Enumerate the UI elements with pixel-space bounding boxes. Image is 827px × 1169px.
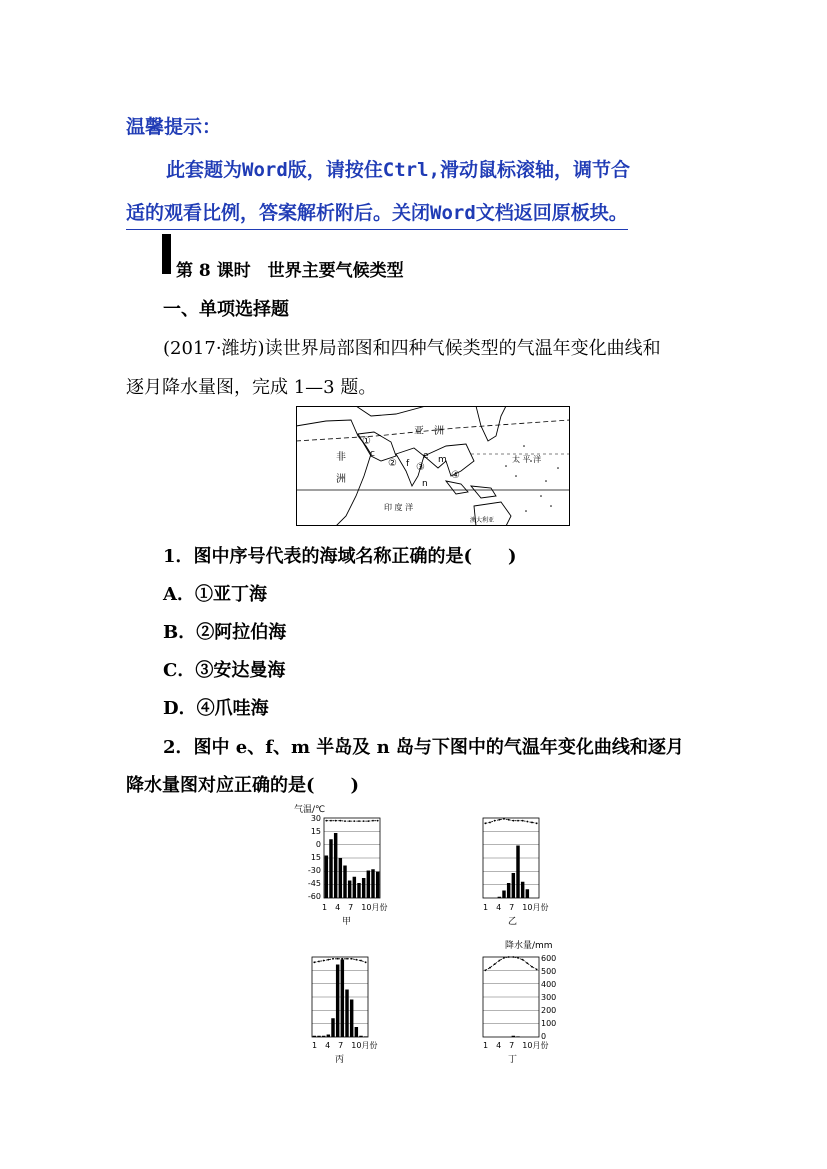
temp-curve [485,957,536,970]
intro-line-1: (2017·潍坊)读世界局部图和四种气候类型的气温年变化曲线和 [163,338,661,359]
precip-bar [516,846,519,899]
temp-tick: 15 [310,853,321,862]
chart-title-bing: 丙 [335,1055,345,1065]
precip-bar [362,878,365,898]
precip-bar [341,960,344,1038]
precip-tick: 0 [541,1032,547,1041]
map-label-pacific: 太 平 洋 [512,455,542,464]
x-ticks-bing: 1 4 7 10月份 [312,1041,378,1050]
temp-tick: 15 [310,827,321,836]
x-ticks-yi: 1 4 7 10月份 [483,903,549,912]
precip-bar [343,866,346,899]
map-label-indian: 印 度 洋 [384,503,414,512]
q1-option-c: C．③安达曼海 [163,660,286,681]
title-marker-bar [162,234,171,274]
chart-title-yi: 乙 [508,917,518,927]
precip-bar [512,873,515,898]
precip-bar [345,990,348,1038]
precip-bar [353,877,356,898]
precip-bar [336,965,339,1038]
precip-tick: 200 [541,1006,557,1015]
precip-bar [317,1036,320,1037]
x-ticks-ding: 1 4 7 10月份 [483,1041,549,1050]
lesson-title: 第 8 课时 世界主要气候类型 [176,261,404,281]
map-label-asia: 亚 洲 [414,426,444,437]
precip-bar [526,889,529,898]
temp-tick: 0 [315,840,321,849]
precip-axis-title: 降水量/mm [505,941,553,951]
map-label-c: c [370,449,375,459]
map-marker-1: ① [362,436,371,447]
map-label-e: e [423,451,429,461]
chart-title-ding: 丁 [508,1055,518,1065]
precip-bar [512,1036,515,1037]
map-label-f: f [406,459,410,469]
q1-stem: 1．图中序号代表的海域名称正确的是( ) [163,546,517,567]
map-marker-3: ③ [416,462,425,473]
temp-tick: -45 [307,879,321,888]
precip-bar [521,882,524,898]
q2-stem-line-1: 2．图中 e、f、m 半岛及 n 岛与下图中的气温年变化曲线和逐月 [163,737,684,758]
q1-option-a: A．①亚丁海 [163,584,267,605]
precip-bar [355,1027,358,1037]
map-marker-4: ④ [451,470,460,481]
precip-bar [313,1036,316,1037]
precip-bar [348,881,351,899]
map-label-africa-2: 洲 [336,474,346,485]
precip-bar [329,839,332,898]
tip-heading: 温馨提示： [126,116,222,138]
chart-title-jia: 甲 [342,917,352,927]
climate-charts [280,800,580,1070]
precip-bar [371,869,374,898]
temp-tick: -30 [307,866,321,875]
precip-bar [376,872,379,898]
precip-tick: 400 [541,980,557,989]
map-label-africa-1: 非 [336,452,346,463]
intro-line-2: 逐月降水量图，完成 1—3 题。 [126,377,377,398]
world-map-figure [296,406,570,526]
precip-bar [322,1036,325,1037]
precip-bar [327,1035,330,1038]
temp-curve [314,959,365,963]
map-label-n: n [422,479,428,489]
precip-tick: 300 [541,993,557,1002]
temp-axis-title: 气温/℃ [294,805,326,815]
precip-bar [325,856,328,899]
precip-bar [367,871,370,899]
precip-bar [331,1018,334,1037]
precip-bar [498,897,501,898]
temp-tick: 30 [310,814,321,823]
q1-option-d: D．④爪哇海 [163,698,269,719]
x-ticks-jia: 1 4 7 10月份 [322,903,388,912]
precip-bar [350,1000,353,1038]
map-label-australia: 澳大利亚 [470,517,495,524]
section-title: 一、单项选择题 [163,299,289,320]
precip-bar [516,1036,519,1037]
map-marker-2: ② [388,458,397,469]
precip-bar [507,883,510,898]
precip-bar [364,1036,367,1037]
q1-option-b: B．②阿拉伯海 [163,622,287,643]
precip-bar [502,891,505,899]
precip-tick: 500 [541,967,557,976]
temp-tick: -60 [307,892,321,901]
q2-stem-line-2: 降水量图对应正确的是( ) [126,775,360,796]
tip-line-1: 此套题为Word版，请按住Ctrl,滑动鼠标滚轴，调节合 [166,159,630,181]
precip-bar [334,833,337,898]
precip-tick: 600 [541,954,557,963]
map-label-m: m [438,455,447,465]
tip-line-2: 适的观看比例，答案解析附后。关闭Word文档返回原板块。 [126,198,628,230]
precip-tick: 100 [541,1019,557,1028]
precip-bar [359,1036,362,1037]
precip-bar [339,858,342,898]
temp-curve [485,819,536,823]
precip-bar [357,883,360,898]
